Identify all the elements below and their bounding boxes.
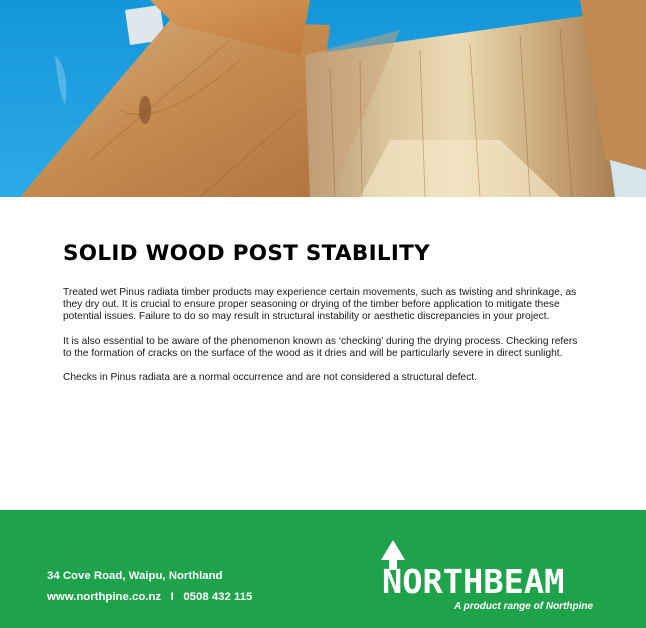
paragraph-checking: It is also essential to be aware of the phenomenon known as ‘checking’ during the drying process. Checking refers to the formation of cracks on the surface of the wood as it dries and will be particularly severe in direct sunlight.	[63, 335, 578, 359]
contact-block	[47, 566, 252, 608]
page-title: SOLID WOOD POST STABILITY	[63, 241, 431, 266]
paragraph-defect-note: Checks in Pinus radiata are a normal occurrence and are not considered a structural defect.	[63, 372, 477, 384]
paragraph-movement: Treated wet Pinus radiata timber products may experience certain movements, such as twisting and shrinkage, as they dry out. It is crucial to ensure proper seasoning or drying of the timber before application to mitigate these potential issues. Failure to do so may result in structural instability or aesthetic discrepancies in your project.	[63, 287, 577, 323]
article	[63, 241, 583, 397]
website-link[interactable]: www.northpine.co.nz	[47, 591, 162, 603]
contact-line	[47, 587, 252, 608]
hero-image	[0, 0, 646, 197]
address-line: 34 Cove Road, Waipu, Northland	[47, 570, 223, 582]
article-body	[63, 287, 583, 385]
footer	[0, 510, 646, 628]
timber-photo	[0, 0, 646, 197]
separator: I	[170, 591, 174, 603]
logo-wordmark: NORTHBEAM	[382, 562, 565, 601]
logo-tagline: A product range of Northpine	[454, 601, 594, 612]
phone-number[interactable]: 0508 432 115	[183, 591, 253, 603]
northbeam-logo	[381, 540, 601, 620]
